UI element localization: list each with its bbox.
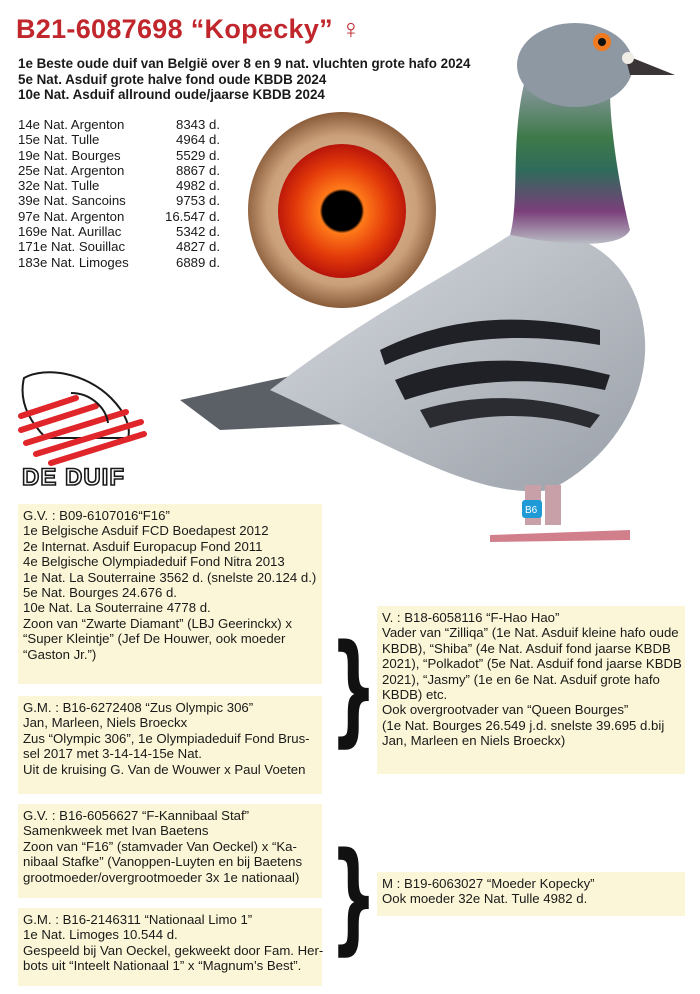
result-distance: 5529 d. — [176, 147, 220, 163]
result-distance: 6889 d. — [176, 254, 220, 270]
result-race: 15e Nat. Tulle — [18, 132, 100, 148]
pedigree-line: Jan, Marleen, Niels Broeckx — [23, 715, 188, 731]
pedigree-line: Ook moeder 32e Nat. Tulle 4982 d. — [382, 891, 588, 907]
achievement-line: 5e Nat. Asduif grote halve fond oude KBDB 2024 — [18, 71, 327, 87]
brace: } — [330, 620, 377, 759]
result-race: 169e Nat. Aurillac — [18, 224, 122, 240]
pedigree-line: 1e Nat. La Souterraine 3562 d. (snelste 20.124 d.) — [23, 569, 317, 585]
pedigree-line: G.V. : B16-6056627 “F-Kannibaal Staf” — [23, 808, 250, 823]
pedigree-line: sel 2017 met 3-14-14-15e Nat. — [23, 746, 202, 762]
pedigree-line: 4e Belgische Olympiadeduif Fond Nitra 2013 — [23, 554, 285, 570]
pedigree-line: Uit de kruising G. Van de Wouwer x Paul Voeten — [23, 761, 306, 777]
pedigree-line: G.V. : B09-6107016“F16” — [23, 508, 170, 523]
pedigree-line: V. : B18-6058116 “F-Hao Hao” — [382, 610, 560, 625]
pedigree-box-gv1 — [18, 504, 322, 684]
pedigree-line: (1e Nat. Bourges 26.549 j.d. snelste 39.695 d.bij — [382, 717, 665, 733]
achievement-line: 1e Beste oude duif van België over 8 en 9 nat. vluchten grote hafo 2024 — [18, 56, 471, 71]
pedigree-line: 1e Belgische Asduif FCD Boedapest 2012 — [23, 523, 269, 539]
result-distance: 5342 d. — [176, 224, 220, 240]
result-distance: 4827 d. — [176, 239, 220, 255]
pedigree-line: 10e Nat. La Souterraine 4778 d. — [23, 600, 211, 616]
pedigree-line: G.M. : B16-2146311 “Nationaal Limo 1” — [23, 912, 253, 927]
result-distance: 8867 d. — [176, 162, 220, 178]
result-distance: 4982 d. — [176, 178, 220, 194]
logo-text: DE DUIF — [22, 464, 125, 491]
pedigree-line: M : B19-6063027 “Moeder Kopecky” — [382, 876, 595, 891]
pedigree-line: grootmoeder/overgrootmoeder 3x 1e nationaal) — [23, 869, 300, 885]
pedigree-line: Vader van “Zilliqa” (1e Nat. Asduif kleine hafo oude — [382, 625, 679, 641]
result-race: 19e Nat. Bourges — [18, 147, 121, 163]
result-distance: 16.547 d. — [165, 208, 220, 224]
result-race: 97e Nat. Argenton — [18, 208, 125, 224]
pedigree-line: Jan, Marleen en Niels Broeckx) — [382, 733, 566, 749]
pigeon-photo — [180, 20, 690, 550]
pedigree-box-gm2 — [18, 908, 322, 986]
result-distance: 8343 d. — [176, 117, 220, 132]
result-race: 183e Nat. Limoges — [18, 254, 129, 270]
ring-label: B6 — [525, 505, 538, 516]
result-race: 171e Nat. Souillac — [18, 239, 126, 255]
pedigree-line: nibaal Stafke” (Vanoppen-Luyten en bij Baetens — [23, 854, 303, 870]
pedigree-line: 1e Nat. Limoges 10.544 d. — [23, 927, 178, 943]
brace: } — [330, 828, 377, 967]
pedigree-line: KBDB) etc. — [382, 687, 448, 703]
result-race: 39e Nat. Sancoins — [18, 193, 126, 209]
result-race: 25e Nat. Argenton — [18, 162, 125, 178]
pedigree-line: Gespeeld bij Van Oeckel, gekweekt door Fam. Her- — [23, 942, 324, 958]
eye-photo — [248, 112, 436, 308]
pedigree-box-gm1 — [18, 696, 322, 794]
page-title: B21-6087698 “Kopecky” ♀ — [16, 14, 362, 44]
pedigree-box-mother — [377, 872, 685, 916]
pedigree-line: Samenkweek met Ivan Baetens — [23, 823, 209, 839]
achievement-line: 10e Nat. Asduif allround oude/jaarse KBDB 2024 — [18, 87, 325, 102]
pedigree-line: Zoon van “F16” (stamvader Van Oeckel) x “Ka- — [23, 838, 297, 854]
pedigree-line: Zus “Olympic 306”, 1e Olympiadeduif Fond Brus- — [23, 730, 310, 746]
pedigree-line: bots uit “Inteelt Nationaal 1” x “Magnum’s Best”. — [23, 958, 302, 974]
pedigree-box-gv2 — [18, 804, 322, 898]
result-race: 14e Nat. Argenton — [18, 117, 125, 132]
pedigree-line: 5e Nat. Bourges 24.676 d. — [23, 585, 177, 601]
pedigree-line: KBDB), “Shiba” (4e Nat. Asduif fond jaarse KBDB — [382, 640, 671, 656]
pedigree-box-father — [377, 606, 685, 774]
result-distance: 4964 d. — [176, 132, 220, 148]
pedigree-line: 2e Internat. Asduif Europacup Fond 2011 — [23, 538, 263, 554]
pedigree-line: 2021), “Polkadot” (5e Nat. Asduif fond jaarse KBDB — [382, 656, 682, 672]
iris-image — [278, 144, 406, 278]
result-distance: 9753 d. — [176, 193, 220, 209]
pedigree-line: “Super Kleintje” (Jef De Houwer, ook moeder — [23, 631, 286, 647]
pedigree-line: 2021), “Jasmy” (1e en 6e Nat. Asduif grote hafo — [382, 671, 660, 687]
result-race: 32e Nat. Tulle — [18, 178, 100, 194]
pedigree-line: Zoon van “Zwarte Diamant” (LBJ Geerinckx) x — [23, 615, 292, 631]
pedigree-line: G.M. : B16-6272408 “Zus Olympic 306” — [23, 700, 254, 715]
pedigree-line: Ook overgrootvader van “Queen Bourges” — [382, 702, 629, 718]
pedigree-line: “Gaston Jr.”) — [23, 646, 97, 662]
